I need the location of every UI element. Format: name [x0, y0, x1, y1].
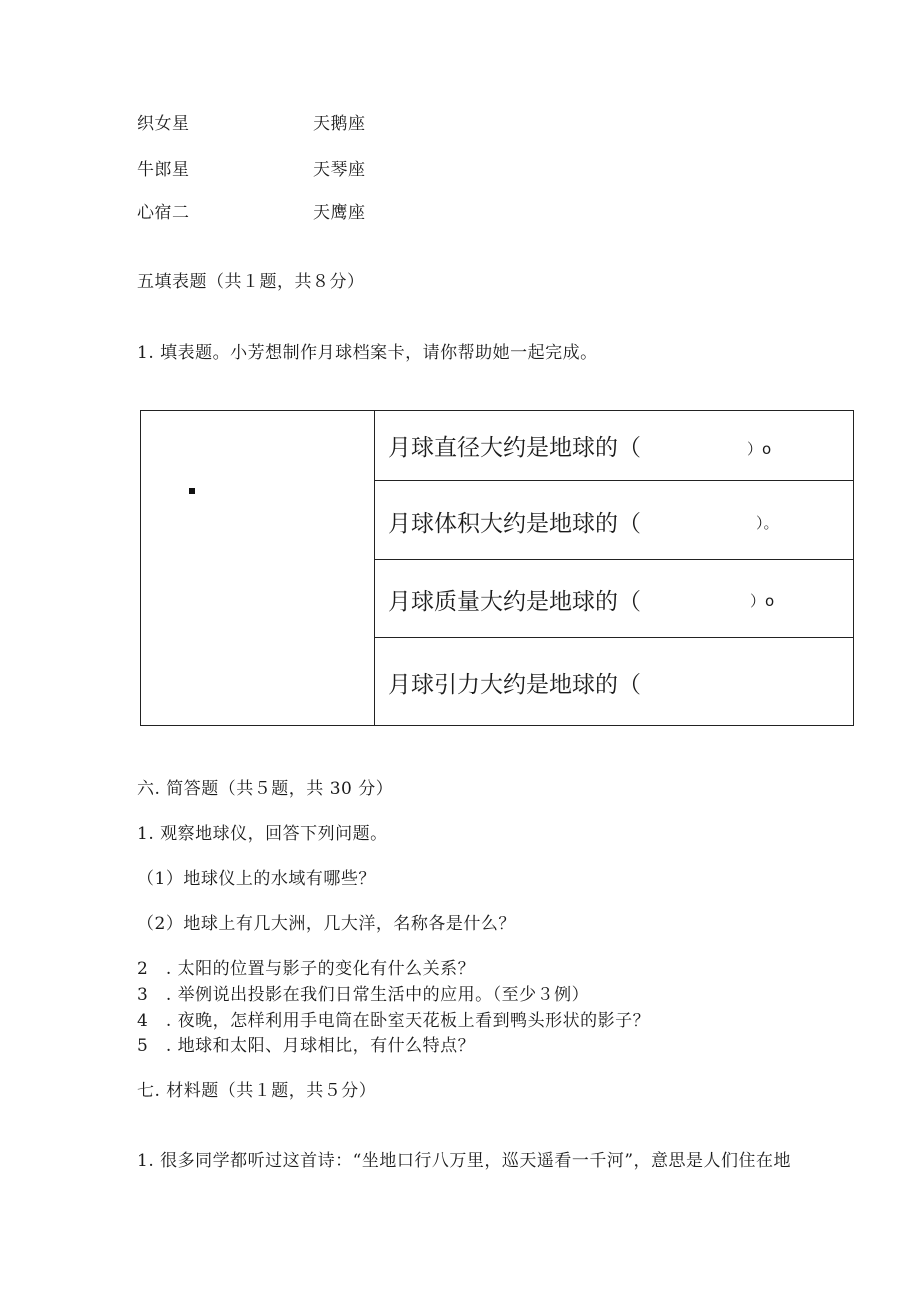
question-text: 1. 填表题。小芳想制作月球档案卡，请你帮助她一起完成。 — [137, 343, 598, 363]
match-right-item: 天琴座 — [313, 160, 366, 180]
question-text: 4 . 夜晚，怎样利用手电筒在卧室天花板上看到鸭头形状的影子？ — [137, 1011, 651, 1031]
moon-image-cell — [141, 411, 375, 725]
row-suffix: ）o — [747, 440, 772, 458]
question-text: 1. 观察地球仪，回答下列问题。 — [137, 824, 388, 844]
table-row — [375, 560, 854, 638]
table-row — [375, 638, 854, 725]
sub-question-text: （2）地球上有几大洲，几大洋，名称各是什么？ — [137, 914, 516, 934]
match-left-item: 织女星 — [137, 114, 190, 134]
row-prompt: 月球直径大约是地球的（ — [388, 435, 641, 461]
moon-profile-table — [140, 410, 854, 726]
row-prompt: 月球体积大约是地球的（ — [388, 511, 641, 537]
row-suffix: ）o — [750, 592, 775, 610]
question-text: 5 . 地球和太阳、月球相比，有什么特点？ — [137, 1036, 476, 1056]
match-right-item: 天鹅座 — [313, 114, 366, 134]
match-left-item: 心宿二 — [137, 203, 190, 223]
row-prompt: 月球质量大约是地球的（ — [388, 589, 641, 615]
image-placeholder-dot — [189, 488, 195, 494]
table-row — [375, 481, 854, 560]
match-right-item: 天鹰座 — [313, 203, 366, 223]
section-heading: 五填表题（共１题，共８分） — [137, 272, 365, 292]
row-suffix: ）。 — [756, 514, 779, 532]
section-heading: 七. 材料题（共１题，共５分） — [137, 1081, 377, 1101]
section-heading: 六. 简答题（共５题，共 30 分） — [137, 779, 394, 799]
question-text: 3 . 举例说出投影在我们日常生活中的应用。（至少３例） — [137, 985, 590, 1005]
sub-question-text: （1）地球仪上的水域有哪些？ — [137, 869, 376, 889]
question-text: 2 . 太阳的位置与影子的变化有什么关系？ — [137, 959, 476, 979]
table-row — [375, 411, 854, 481]
match-left-item: 牛郎星 — [137, 160, 190, 180]
row-prompt: 月球引力大约是地球的（ — [388, 672, 641, 698]
question-text: 1. 很多同学都听过这首诗：“坐地口行八万里，巡天遥看一千河”，意思是人们住在地 — [137, 1151, 792, 1171]
